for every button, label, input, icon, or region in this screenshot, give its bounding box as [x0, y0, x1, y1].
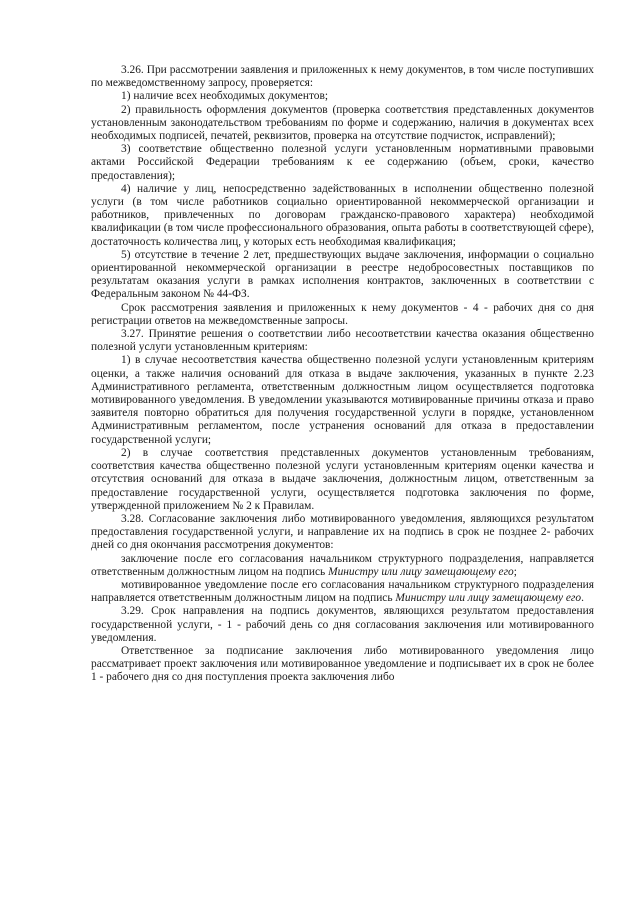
approval-notice-signatory: Министру или лицу замещающему его	[395, 592, 582, 605]
paragraph-3-26: 3.26. При рассмотрении заявления и приложенных к нему документов, в том числе поступивших по межведомственному запросу, проверяется:	[91, 64, 594, 90]
paragraph-3-29: 3.29. Срок направления на подпись документов, являющихся результатом предоставления государственной услуги, - 1 - рабочий день со дня согласования заключения или мотивированного уведомления.	[91, 605, 594, 644]
approval-notice-tail: .	[581, 592, 584, 605]
signing-paragraph: Ответственное за подписание заключения либо мотивированного уведомления лицо рассматривает проект заключения или мотивированное уведомление и подписывает их в срок не более 1 - рабочего дня со дня поступления проекта заключения либо	[91, 644, 594, 684]
approval-paragraph-conclusion	[91, 553, 594, 579]
review-deadline-paragraph: Срок рассмотрения заявления и приложенных к нему документов - 4 - рабочих дня со дня регистрации ответов на межведомственные запросы.	[91, 301, 594, 327]
decision-item-2: 2) в случае соответствия представленных документов установленным требованиям, соответствия качества общественно полезной услуги установленным критериям оценки качества и отсутствия оснований для отказа в выдаче заключения, должностным лицом, ответственным за предоставление государственной услуги, осуществляется подготовка заключения по форме, утвержденной приложением № 2 к Правилам.	[91, 446, 594, 512]
list-item-5: 5) отсутствие в течение 2 лет, предшествующих выдаче заключения, информации о социально ориентированной некоммерческой организации в реестре недобросовестных поставщиков по результатам оказания услуги в рамках исполнения контрактов, заключенных в соответствии с Федеральным законом № 44-ФЗ.	[91, 248, 594, 301]
approval-conclusion-signatory: Министру или лицу замещающему его	[328, 565, 514, 578]
list-item-4: 4) наличие у лиц, непосредственно задействованных в исполнении общественно полезной услуги (в том числе работников социально ориентированной некоммерческой организации и работников, привлеченных по договорам гражданско-правового характера) необходимой квалификации (в том числе профессионального образования, опыта работы в соответствующей сфере), достаточность количества лиц, у которых есть необходимая квалификация;	[91, 182, 594, 248]
decision-item-1: 1) в случае несоответствия качества общественно полезной услуги установленным критериям оценки, а также наличия оснований для отказа в выдаче заключения, указанных в пункте 2.23 Административного регламента, ответственным должностным лицом осуществляется подготовка мотивированного уведомления. В уведомлении указываются мотивированные причины отказа и право заявителя повторно обратиться для получения государственной услуги в порядке, установленном Административным регламентом, после устранения оснований для отказа в предоставлении государственной услуги;	[91, 354, 594, 446]
approval-notice-text: мотивированное уведомление после его согласования начальником структурного подразделения направляется ответственным должностным лицом на подпись	[91, 578, 594, 605]
list-item-3: 3) соответствие общественно полезной услуги установленным нормативными правовыми актами Российской Федерации требованиям к ее содержанию (объем, сроки, качество предоставления);	[91, 143, 594, 182]
approval-paragraph-notice	[91, 579, 594, 605]
paragraph-3-28: 3.28. Согласование заключения либо мотивированного уведомления, являющихся результатом предоставления государственной услуги, и направление их на подпись в срок не позднее 2- рабочих дней со дня окончания рассмотрения документов:	[91, 512, 594, 552]
paragraph-3-27: 3.27. Принятие решения о соответствии либо несоответствии качества оказания общественно полезной услуги установленным критериям:	[91, 328, 594, 354]
list-item-1: 1) наличие всех необходимых документов;	[121, 90, 329, 103]
list-item-2: 2) правильность оформления документов (проверка соответствия представленных документов установленным законодательством требованиям по форме и содержанию, наличия в документах всех необходимых подписей, печатей, реквизитов, проверка на отсутствие подчисток, исправлений);	[91, 103, 594, 143]
approval-conclusion-tail: ;	[513, 565, 517, 578]
document-page	[91, 64, 594, 685]
approval-conclusion-text: заключение после его согласования начальником структурного подразделения, направляется ответственным должностным лицом на подпись	[91, 552, 594, 578]
